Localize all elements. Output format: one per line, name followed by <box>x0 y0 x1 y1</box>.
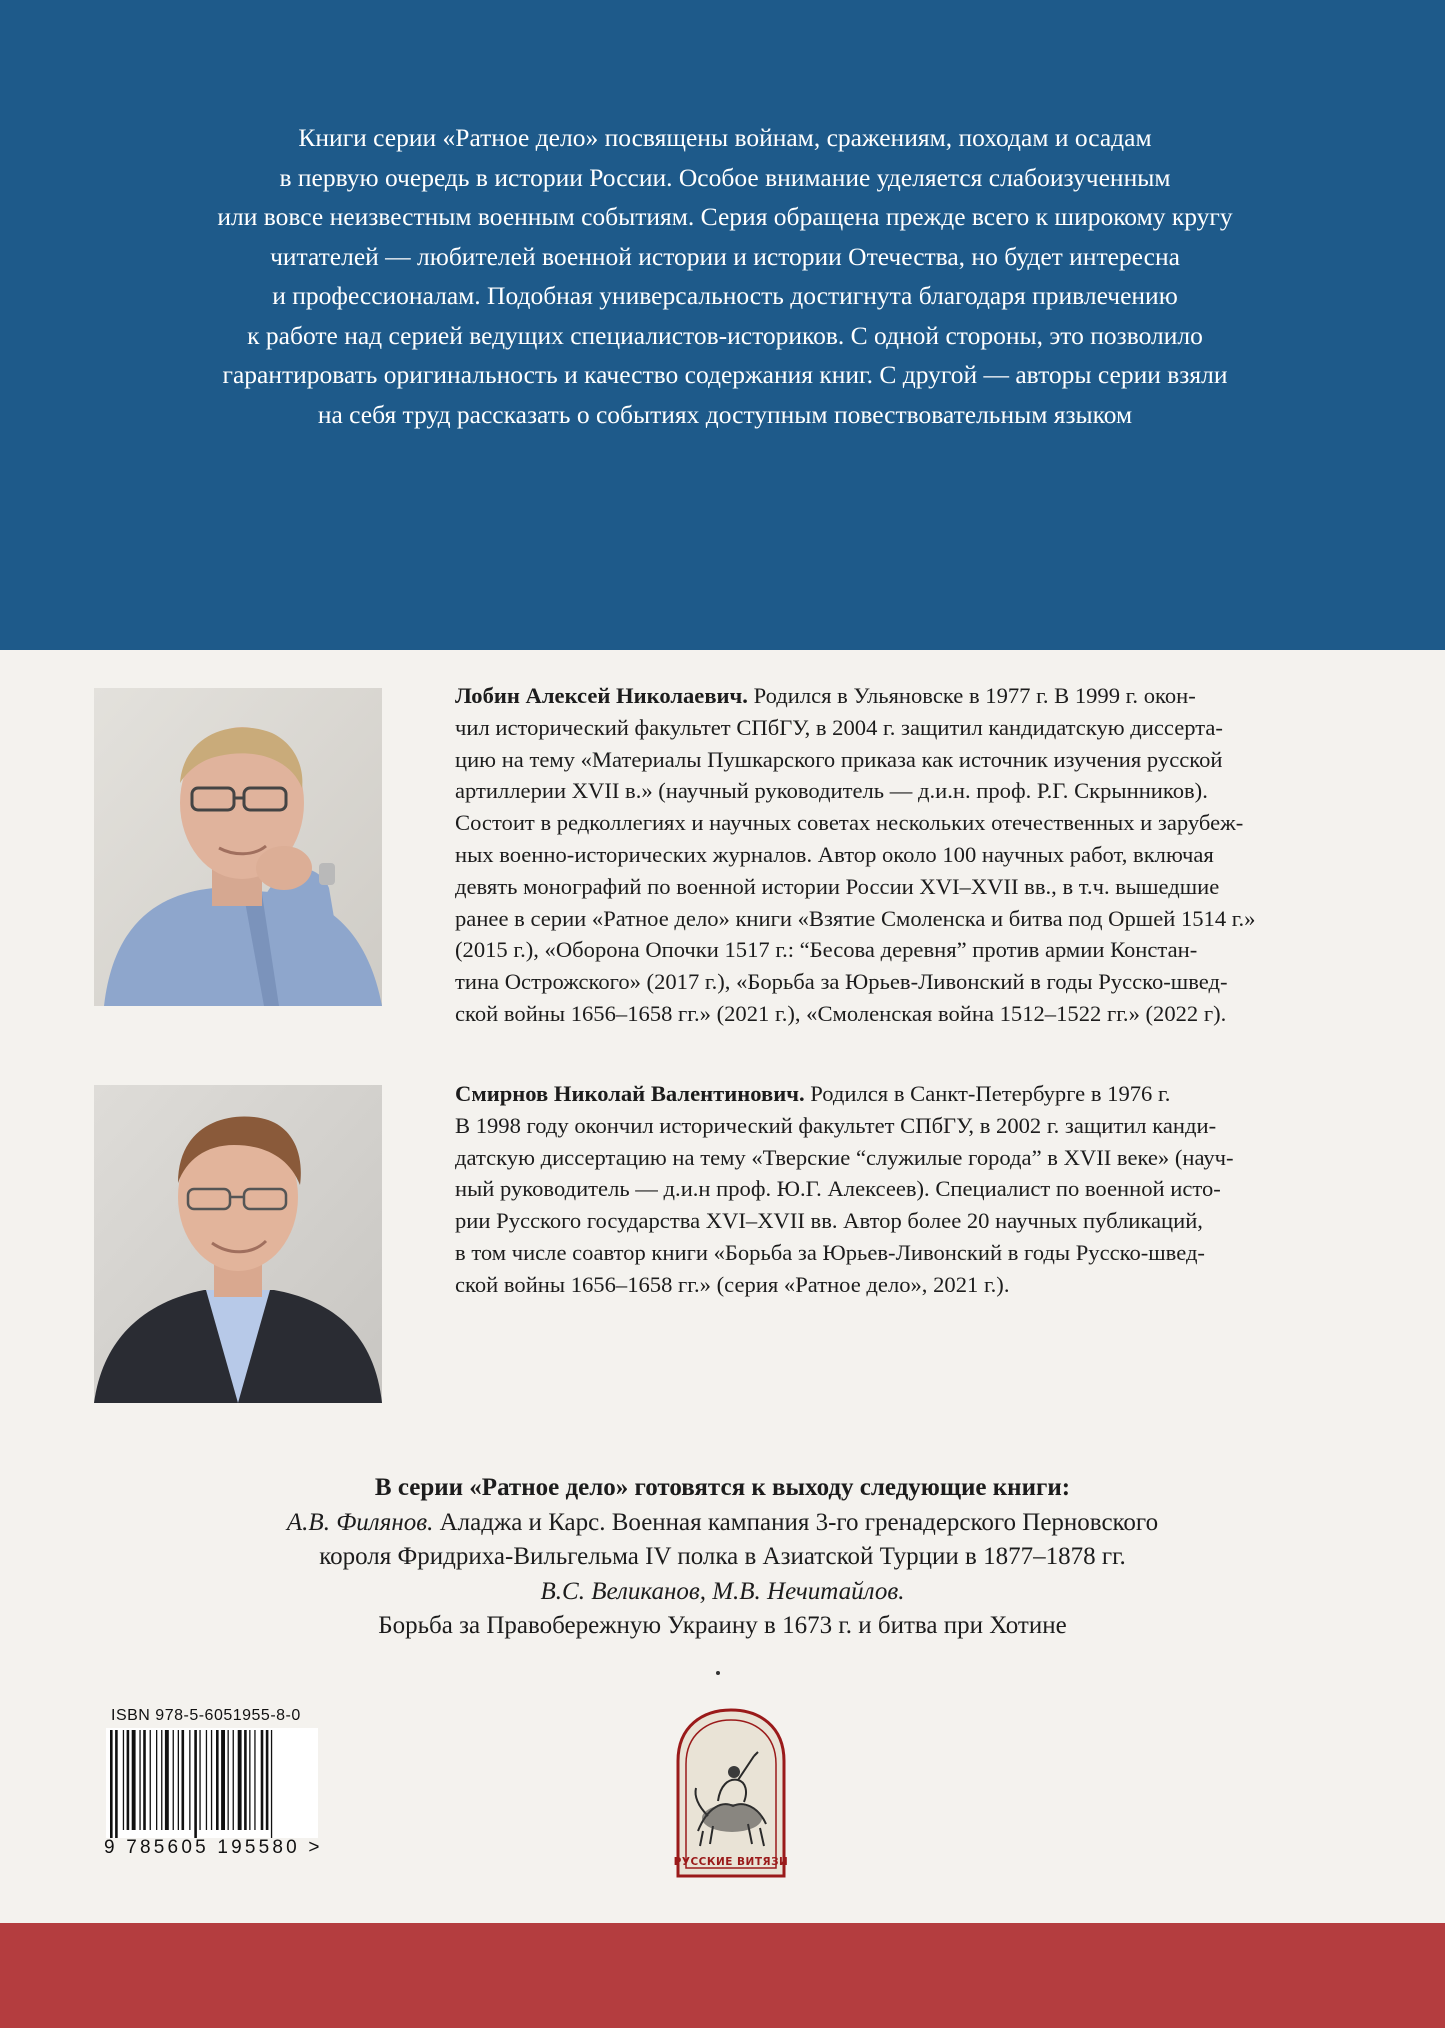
series-description-line: на себя труд рассказать о событиях доступным повествовательным языком <box>317 399 1133 429</box>
bio-line: чил исторический факультет СПбГУ, в 2004 г. защитил кандидатскую диссерта- <box>455 714 1223 740</box>
author-bio-lobin <box>455 680 1355 1030</box>
barcode-bar <box>238 1730 242 1830</box>
barcode-bar <box>182 1730 185 1830</box>
barcode-bar <box>161 1730 162 1830</box>
barcode-bar <box>211 1730 212 1830</box>
barcode-bar <box>156 1730 157 1830</box>
barcode-bar <box>115 1730 118 1838</box>
barcode-bar <box>233 1730 234 1830</box>
barcode-bar <box>194 1730 197 1838</box>
barcode-bar <box>199 1730 200 1830</box>
author-name: Лобин Алексей Николаевич. <box>455 683 748 708</box>
barcode-bar <box>249 1730 250 1830</box>
barcode-bar <box>206 1730 207 1830</box>
bio-line: Смирнов Николай Валентинович. Родился в Санкт-Петербурге в 1976 г. <box>455 1081 1171 1106</box>
barcode-bar <box>216 1730 219 1830</box>
barcode-bar <box>127 1730 130 1830</box>
bio-line: ранее в серии «Ратное дело» книги «Взятие Смоленска и битва под Оршей 1514 г.» <box>455 905 1256 931</box>
forthcoming-heading: В серии «Ратное дело» готовятся к выходу следующие книги: <box>374 1474 1071 1501</box>
publisher-logo-text: РУССКИЕ ВИТЯЗИ <box>673 1856 789 1868</box>
isbn-label: ISBN 978-5-6051955-8-0 <box>111 1707 301 1724</box>
bio-line: девять монографий по военной истории России XVI–XVII вв., в т.ч. вышедшие <box>455 873 1220 899</box>
book-author: А.В. Филянов. <box>286 1508 434 1536</box>
barcode-bar <box>189 1730 190 1830</box>
bio-line: в том числе соавтор книги «Борьба за Юрьев-Ливонский в годы Русско-швед- <box>455 1239 1205 1265</box>
author-bio-smirnov <box>455 1078 1355 1301</box>
author-name: Смирнов Николай Валентинович. <box>455 1081 805 1106</box>
series-description-line: читателей — любителей военной истории и истории Отечества, но будет интересна <box>270 241 1180 271</box>
barcode-bar <box>228 1730 229 1830</box>
barcode-bar <box>266 1730 269 1830</box>
bio-line: рии Русского государства XVI–XVII вв. Автор более 20 научных публикаций, <box>455 1208 1203 1234</box>
forthcoming-book-1-cont: короля Фридриха-Вильгельма IV полка в Азиатской Турции в 1877–1878 гг. <box>319 1543 1126 1570</box>
barcode-bar <box>143 1730 146 1830</box>
bio-line: ской войны 1656–1658 гг.» (2021 г.), «Смоленская война 1512–1522 гг.» (2022 г). <box>455 1000 1227 1026</box>
bio-line: тина Острожского» (2017 г.), «Борьба за Юрьев-Ливонский в годы Русско-швед- <box>455 969 1228 995</box>
bio-line: (2015 г.), «Оборона Опочки 1517 г.: “Бесова деревня” против армии Констан- <box>455 937 1198 963</box>
series-description-line: и профессионалам. Подобная универсальность достигнута благодаря привлечению <box>272 281 1178 310</box>
book-author: В.С. Великанов, М.В. Нечитайлов. <box>540 1577 905 1605</box>
barcode <box>106 1728 318 1838</box>
author-photo-smirnov <box>94 1085 382 1403</box>
barcode-bar <box>139 1730 140 1830</box>
dot-mark <box>716 1671 720 1675</box>
series-description-line: гарантировать оригинальность и качество содержания книг. С другой — авторы серии взяли <box>222 360 1228 389</box>
bio-line: цию на тему «Материалы Пушкарского приказа как источник изучения русской <box>455 746 1223 772</box>
barcode-bar <box>261 1730 264 1830</box>
bio-line: ных военно-исторических журналов. Автор около 100 научных работ, включая <box>455 841 1214 867</box>
barcode-bar <box>123 1730 124 1830</box>
barcode-bar <box>271 1730 272 1838</box>
series-description-line: или вовсе неизвестным военным событиям. Серия обращена прежде всего к широкому кругу <box>217 202 1233 231</box>
forthcoming-book-2: Борьба за Правобережную Украину в 1673 г. и битва при Хотине <box>378 1612 1067 1639</box>
bio-line: ный руководитель — д.и.н проф. Ю.Г. Алексеев). Специалист по военной исто- <box>455 1176 1221 1202</box>
bio-line: В 1998 году окончил исторический факультет СПбГУ, в 2002 г. защитил канди- <box>455 1112 1217 1138</box>
barcode-bar <box>178 1730 179 1830</box>
forthcoming-books <box>100 1471 1345 1644</box>
bio-line: датскую диссертацию на тему «Тверские “служилые города” в XVII веке» (науч- <box>455 1144 1234 1170</box>
series-description-line: Книги серии «Ратное дело» посвящены войнам, сражениям, походам и осадам <box>298 123 1152 152</box>
bio-line: Лобин Алексей Николаевич. Родился в Ульяновске в 1977 г. В 1999 г. окон- <box>455 683 1196 708</box>
barcode-bar <box>244 1730 247 1830</box>
barcode-bar <box>221 1730 225 1830</box>
bio-line: Состоит в редколлегиях и научных советах нескольких отечественных и зарубеж- <box>455 810 1244 836</box>
bio-line: ской войны 1656–1658 гг.» (серия «Ратное дело», 2021 г.). <box>455 1271 1010 1297</box>
series-description-line: в первую очередь в истории России. Особое внимание уделяется слабоизученным <box>279 162 1171 192</box>
barcode-bar <box>254 1730 255 1830</box>
barcode-bar <box>110 1730 113 1838</box>
series-description <box>80 118 1370 434</box>
bottom-red-band <box>0 1923 1445 2028</box>
series-description-line: к работе над серией ведущих специалистов-историков. С одной стороны, это позволило <box>247 320 1203 350</box>
author-photo-lobin <box>94 688 382 1006</box>
publisher-logo <box>658 1706 804 1880</box>
barcode-bar <box>165 1730 169 1830</box>
barcode-bar <box>132 1730 136 1830</box>
bio-line: артиллерии XVII в.» (научный руководитель — д.и.н. проф. Р.Г. Скрынников). <box>455 778 1208 804</box>
book-title: Аладжа и Карс. Военная кампания 3-го гренадерского Перновского <box>433 1508 1159 1536</box>
barcode-bar <box>173 1730 174 1830</box>
forthcoming-book-1 <box>100 1506 1345 1541</box>
barcode-bar <box>150 1730 151 1830</box>
barcode-digits: 9 785605 195580 > <box>104 1837 323 1858</box>
